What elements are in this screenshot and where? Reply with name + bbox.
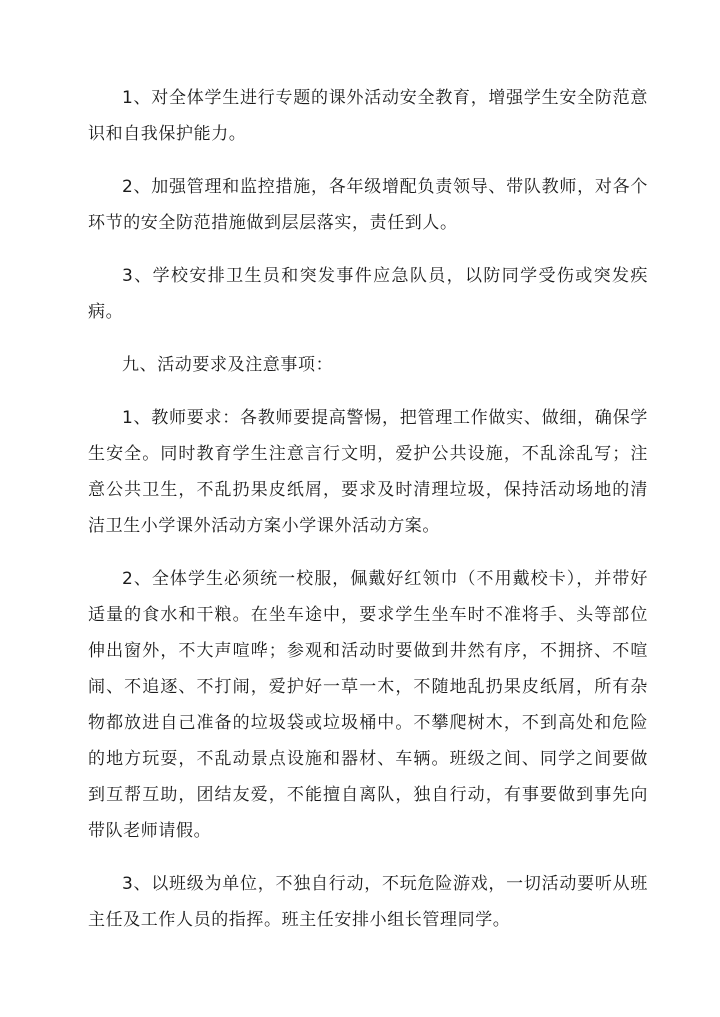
paragraph-safety-education: 1、对全体学生进行专题的课外活动安全教育，增强学生安全防范意识和自我保护能力。 [88,88,648,144]
section-heading-requirements: 九、活动要求及注意事项： [122,355,334,375]
paragraph-teacher-requirements: 1、教师要求：各教师要提高警惕，把管理工作做实、做细，确保学生安全。同时教育学生注意言行文明，爱护公共设施，不乱涂乱写；注意公共卫生，不乱扔果皮纸屑，要求及时清理垃圾，保持活动场地的清洁卫生小学课外活动方案小学课外活动方案。 [88,408,648,536]
paragraph-medical-staff: 3、学校安排卫生员和突发事件应急队员，以防同学受伤或突发疾病。 [88,266,648,322]
paragraph-supervision-measures: 2、加强管理和监控措施，各年级增配负责领导、带队教师，对各个环节的安全防范措施做到层层落实，责任到人。 [88,177,648,233]
paragraph-class-organization: 3、以班级为单位，不独自行动，不玩危险游戏，一切活动要听从班主任及工作人员的指挥。班主任安排小组长管理同学。 [88,874,648,930]
paragraph-student-requirements: 2、全体学生必须统一校服，佩戴好红领巾（不用戴校卡），并带好适量的食水和干粮。在坐车途中，要求学生坐车时不准将手、头等部位伸出窗外，不大声喧哗；参观和活动时要做到井然有序，不拥挤、不喧闹、不追逐、不打闹，爱护好一草一木，不随地乱扔果皮纸屑，所有杂物都放进自己准备的垃圾袋或垃圾桶中。不攀爬树木，不到高处和危险的地方玩耍，不乱动景点设施和器材、车辆。班级之间、同学之间要做到互帮互助，团结友爱，不能擅自离队，独自行动，有事要做到事先向带队老师请假。 [88,569,648,841]
